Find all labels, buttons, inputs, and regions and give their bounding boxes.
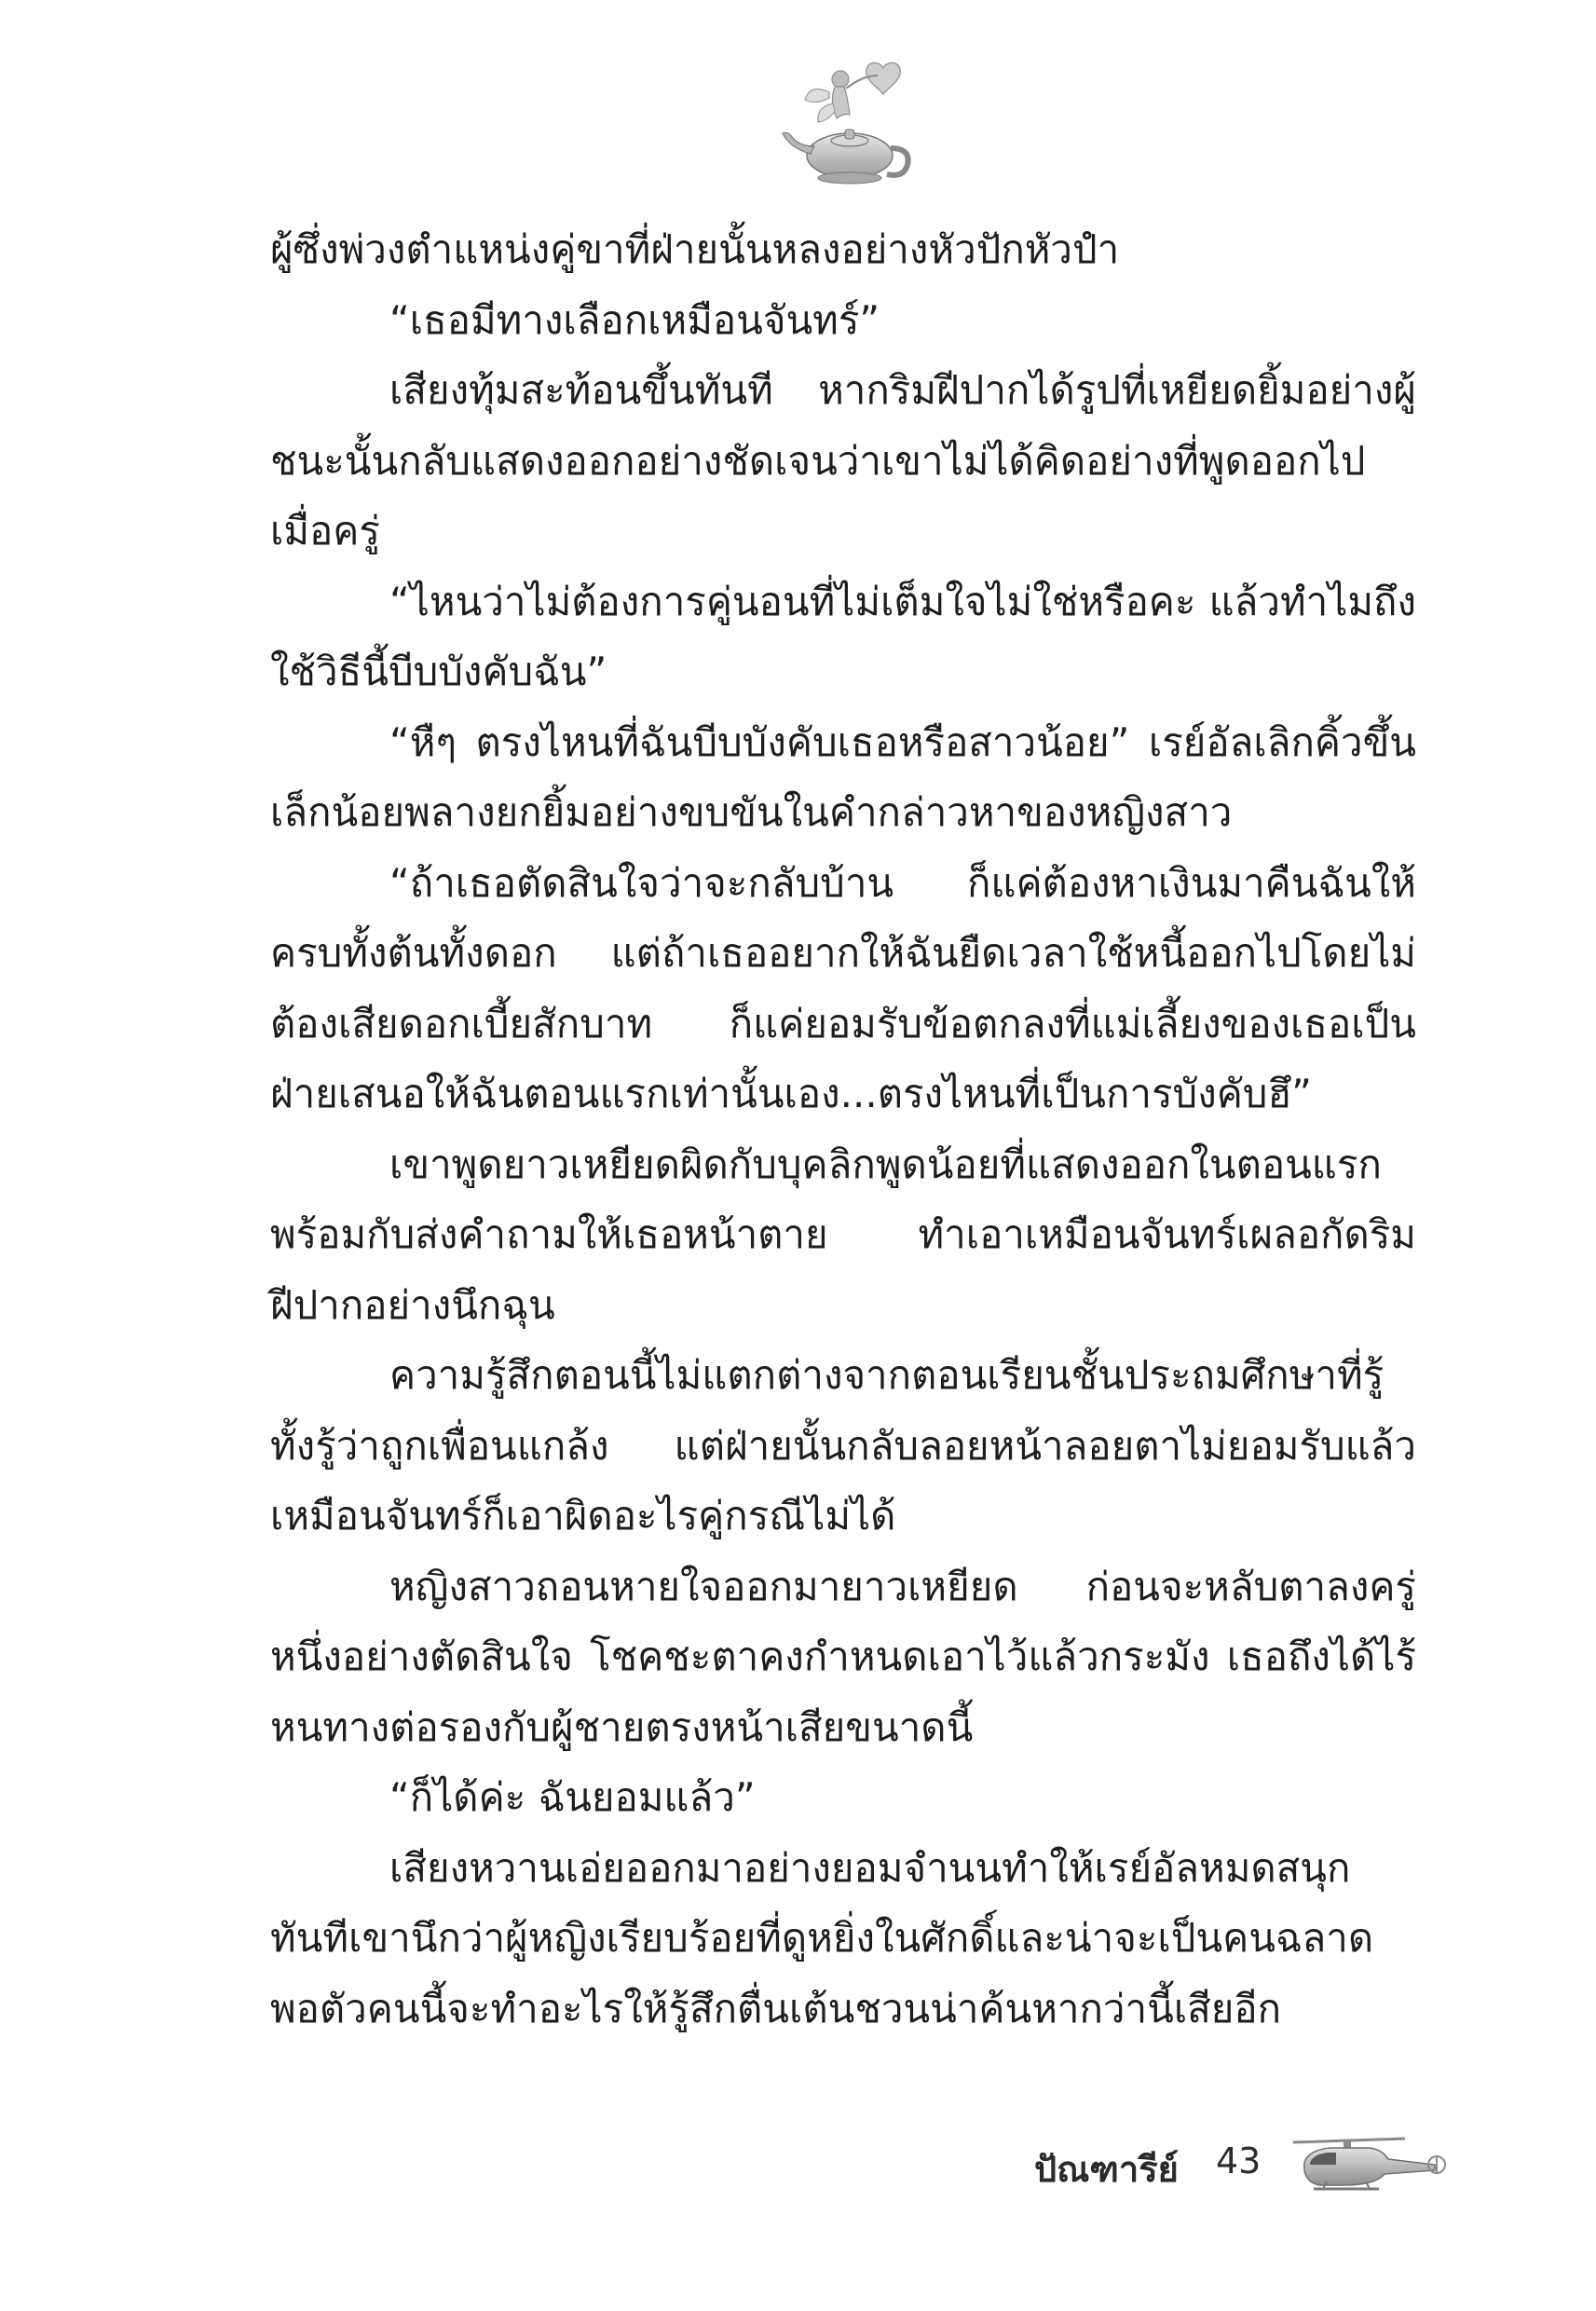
paragraph-6: “ถ้าเธอตัดสินใจว่าจะกลับบ้าน ก็แค่ต้องหาเงินมาคืนฉันให้ครบทั้งต้นทั้งดอก แต่ถ้าเธออยากให้ฉันยืดเวลาใช้หนี้ออกไปโดยไม่ต้องเสียดอกเบี้ยสักบาท ก็แค่ยอมรับข้อตกลงที่แม่เลี้ยงของเธอเป็นฝ่ายเสนอให้ฉันตอนแรกเท่านั้นเอง...ตรงไหนที่เป็นการบังคับฮึ” bbox=[270, 859, 1416, 1116]
paragraph-4: “ไหนว่าไม่ต้องการคู่นอนที่ไม่เต็มใจไม่ใช่หรือคะ แล้วทำไมถึงใช้วิธีนี้บีบบังคับฉัน” bbox=[270, 578, 1416, 694]
paragraph-5: “หืๆ ตรงไหนที่ฉันบีบบังคับเธอหรือสาวน้อย” เรย์อัลเลิกคิ้วขึ้นเล็กน้อยพลางยกยิ้มอย่างขบขันในคำกล่าวหาของหญิงสาว bbox=[270, 718, 1416, 835]
paragraph-9: หญิงสาวถอนหายใจออกมายาวเหยียด ก่อนจะหลับตาลงครู่หนึ่งอย่างตัดสินใจ โชคชะตาคงกำหนดเอาไว้แล้วกระมัง เธอถึงได้ไร้หนทางต่อรองกับผู้ชายตรงหน้าเสียขนาดนี้ bbox=[270, 1563, 1416, 1750]
paragraph-8: ความรู้สึกตอนนี้ไม่แตกต่างจากตอนเรียนชั้นประถมศึกษาที่รู้ทั้งรู้ว่าถูกเพื่อนแกล้ง แต่ฝ่ายนั้นกลับลอยหน้าลอยตาไม่ยอมรับแล้วเหมือนจันทร์ก็เอาผิดอะไรคู่กรณีไม่ได้ bbox=[270, 1352, 1416, 1538]
body-text bbox=[270, 214, 1416, 2044]
paragraph-2: “เธอมีทางเลือกเหมือนจันทร์” bbox=[389, 296, 880, 343]
helicopter-icon bbox=[1286, 2129, 1453, 2195]
page-footer bbox=[1016, 2129, 1463, 2204]
paragraph-7: เขาพูดยาวเหยียดผิดกับบุคลิกพูดน้อยที่แสดงออกในตอนแรกพร้อมกับส่งคำถามให้เธอหน้าตาย ทำเอาเหมือนจันทร์เผลอกัดริมฝีปากอย่างนึกฉุน bbox=[270, 1141, 1416, 1328]
teapot-fairy-ornament-icon bbox=[773, 51, 922, 200]
page-number: 43 bbox=[1216, 2140, 1262, 2181]
paragraph-3: เสียงทุ้มสะท้อนขึ้นทันที หากริมฝีปากได้รูปที่เหยียดยิ้มอย่างผู้ชนะนั้นกลับแสดงออกอย่างชัดเจนว่าเขาไม่ได้คิดอย่างที่พูดออกไปเมื่อครู่ bbox=[270, 367, 1416, 554]
book-title: ปัณฑารีย์ bbox=[1034, 2149, 1179, 2190]
paragraph-10: “ก็ได้ค่ะ ฉันยอมแล้ว” bbox=[389, 1774, 756, 1820]
paragraph-11: เสียงหวานเอ่ยออกมาอย่างยอมจำนนทำให้เรย์อัลหมดสนุกทันทีเขานึกว่าผู้หญิงเรียบร้อยที่ดูหยิ่งในศักดิ์และน่าจะเป็นคนฉลาดพอตัวคนนี้จะทำอะไรให้รู้สึกตื่นเต้นชวนน่าค้นหากว่านี้เสียอีก bbox=[270, 1844, 1374, 2031]
paragraph-1: ผู้ซึ่งพ่วงตำแหน่งคู่ขาที่ฝ่ายนั้นหลงอย่างหัวปักหัวปำ bbox=[270, 226, 1120, 272]
